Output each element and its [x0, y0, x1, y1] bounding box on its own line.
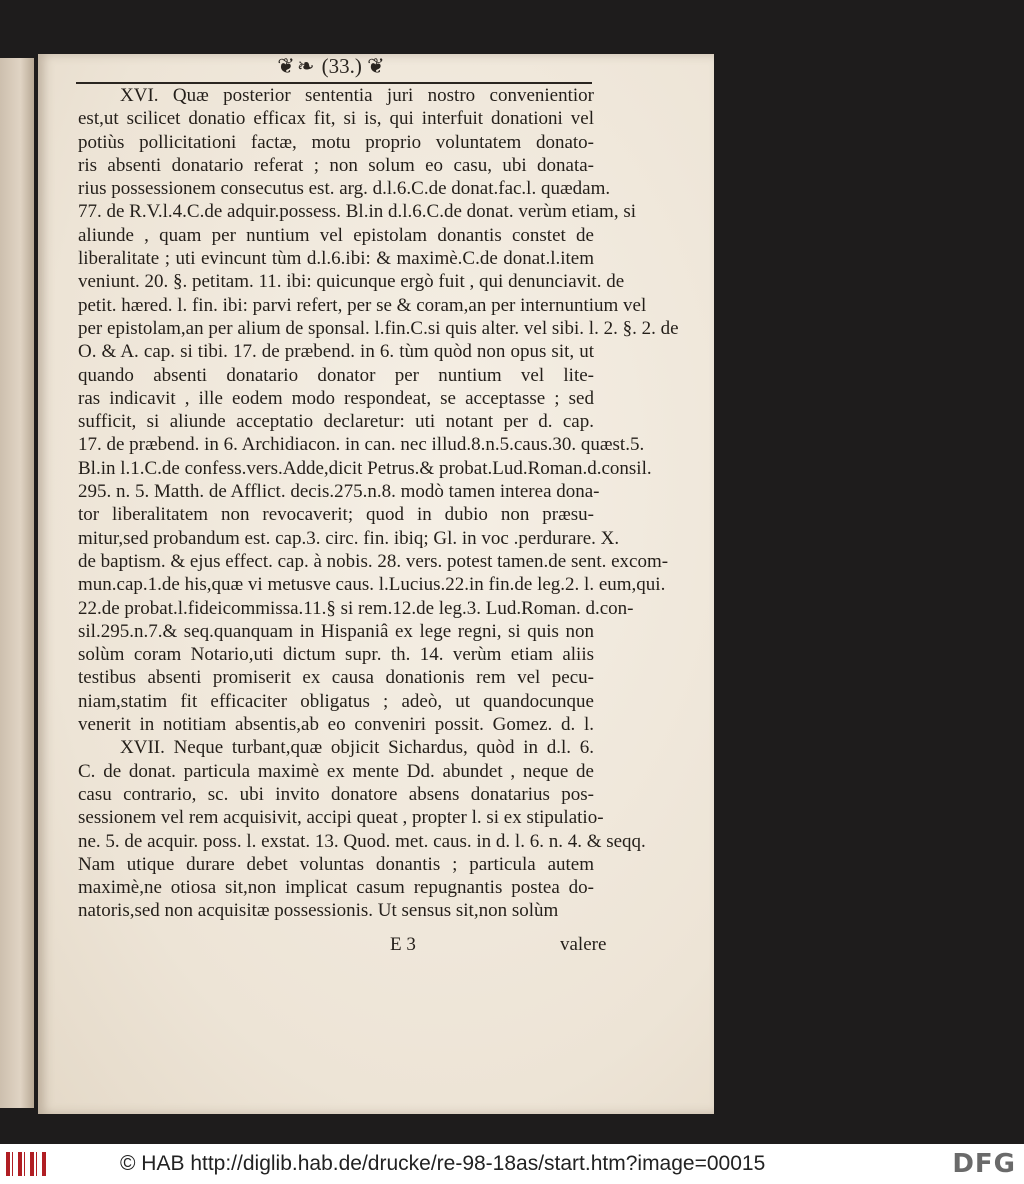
text-line: ne. 5. de acquir. poss. l. exstat. 13. Quod. met. caus. in d. l. 6. n. 4. & seqq. — [78, 830, 646, 852]
text-line: rius possessionem consecutus est. arg. d.l.6.C.de donat.fac.l. quædam. — [78, 178, 611, 200]
ornament-right-icon: ❦ — [367, 54, 387, 78]
text-line: natoris,sed non acquisitæ possessionis. Ut sensus sit,non solùm — [78, 900, 559, 922]
text-line: petit. hæred. l. fin. ibi: parvi refert, per se & coram,an per internuntium vel — [78, 294, 647, 316]
text-line: Nam utique durare debet voluntas donantis ; particula autem — [78, 853, 594, 875]
text-line: tor liberalitatem non revocaverit; quod in dubio non præsu- — [78, 504, 594, 526]
dfg-logo[interactable]: DFG — [952, 1149, 1016, 1179]
text-line: 77. de R.V.l.4.C.de adquir.possess. Bl.in d.l.6.C.de donat. verùm etiam, si — [78, 201, 637, 223]
text-line: C. de donat. particula maximè ex mente Dd. abundet , neque de — [78, 760, 594, 782]
text-line: quando absenti donatario donator per nuntium vel lite- — [78, 364, 594, 386]
text-line: solùm coram Notario,uti dictum supr. th. 14. verùm etiam aliis — [78, 644, 594, 666]
text-line: O. & A. cap. si tibi. 17. de præbend. in 6. tùm quòd non opus sit, ut — [78, 341, 594, 363]
text-line: 17. de præbend. in 6. Archidiacon. in can. nec illud.8.n.5.caus.30. quæst.5. — [78, 434, 645, 456]
ornament-left-icon: ❦❧ — [277, 54, 317, 78]
text-line: per epistolam,an per alium de sponsal. l.fin.C.si quis alter. vel sibi. l. 2. §. 2. de — [78, 317, 679, 339]
text-line: venerit in notitiam absentis,ab eo conveniri possit. Gomez. d. l. — [78, 714, 594, 736]
text-line: de baptism. & ejus effect. cap. à nobis. 28. vers. potest tamen.de sent. excom- — [78, 550, 669, 572]
text-line: est,ut scilicet donatio efficax fit, si is, qui interfuit donationi vel — [78, 108, 594, 130]
text-line: XVII. Neque turbant,quæ objicit Sichardus, quòd in d.l. 6. — [120, 737, 594, 759]
text-line: potiùs pollicitationi factæ, motu proprio voluntatem donato- — [78, 131, 594, 153]
page-text — [78, 84, 679, 923]
text-line: mun.cap.1.de his,quæ vi metusve caus. l.Lucius.22.in fin.de leg.2. l. eum,qui. — [78, 574, 666, 596]
text-line: liberalitate ; uti evincunt tùm d.l.6.ibi: & maximè.C.de donat.l.item — [78, 248, 594, 270]
text-line: ris absenti donatario referat ; non solum eo casu, ubi donata- — [78, 154, 594, 176]
text-line: casu contrario, sc. ubi invito donatore absens donatarius pos- — [78, 783, 594, 805]
hab-logo-icon[interactable] — [6, 1152, 46, 1176]
text-line: 295. n. 5. Matth. de Afflict. decis.275.n.8. modò tamen interea dona- — [78, 481, 600, 503]
facing-page-edge — [0, 58, 34, 1108]
signature-mark: E 3 — [390, 934, 416, 955]
text-line: veniunt. 20. §. petitam. 11. ibi: quicunque ergò fuit , qui denunciavit. de — [78, 271, 625, 293]
page-header — [74, 54, 590, 79]
copyright-link[interactable]: © HAB http://diglib.hab.de/drucke/re-98-18as/start.htm?image=00015 — [120, 1152, 766, 1175]
text-line: Bl.in l.1.C.de confess.vers.Adde,dicit Petrus.& probat.Lud.Roman.d.consil. — [78, 457, 652, 479]
footer-bar — [0, 1144, 1024, 1184]
text-line: 22.de probat.l.fideicommissa.11.§ si rem.12.de leg.3. Lud.Roman. d.con- — [78, 597, 634, 619]
text-line: sil.295.n.7.& seq.quanquam in Hispaniâ ex lege regni, si quis non — [78, 620, 594, 642]
text-line: sessionem vel rem acquisivit, accipi queat , propter l. si ex stipulatio- — [78, 807, 604, 829]
page-number: (33.) — [321, 54, 362, 78]
text-line: mitur,sed probandum est. cap.3. circ. fin. ibiq; Gl. in voc .perdurare. X. — [78, 527, 620, 549]
text-line: niam,statim fit efficaciter obligatus ; adeò, ut quandocunque — [78, 690, 594, 712]
text-line: XVI. Quæ posterior sententia juri nostro convenientior — [120, 85, 594, 106]
text-line: sufficit, si aliunde acceptatio declaretur: uti notant per d. cap. — [78, 411, 594, 433]
text-line: aliunde , quam per nuntium vel epistolam donantis constet de — [78, 224, 594, 246]
text-line: ras indicavit , ille eodem modo respondeat, se acceptasse ; sed — [78, 387, 594, 409]
catchword: valere — [560, 934, 607, 955]
text-line: maximè,ne otiosa sit,non implicat casum repugnantis postea do- — [78, 877, 594, 899]
text-line: testibus absenti promiserit ex causa donationis rem vel pecu- — [78, 667, 594, 689]
